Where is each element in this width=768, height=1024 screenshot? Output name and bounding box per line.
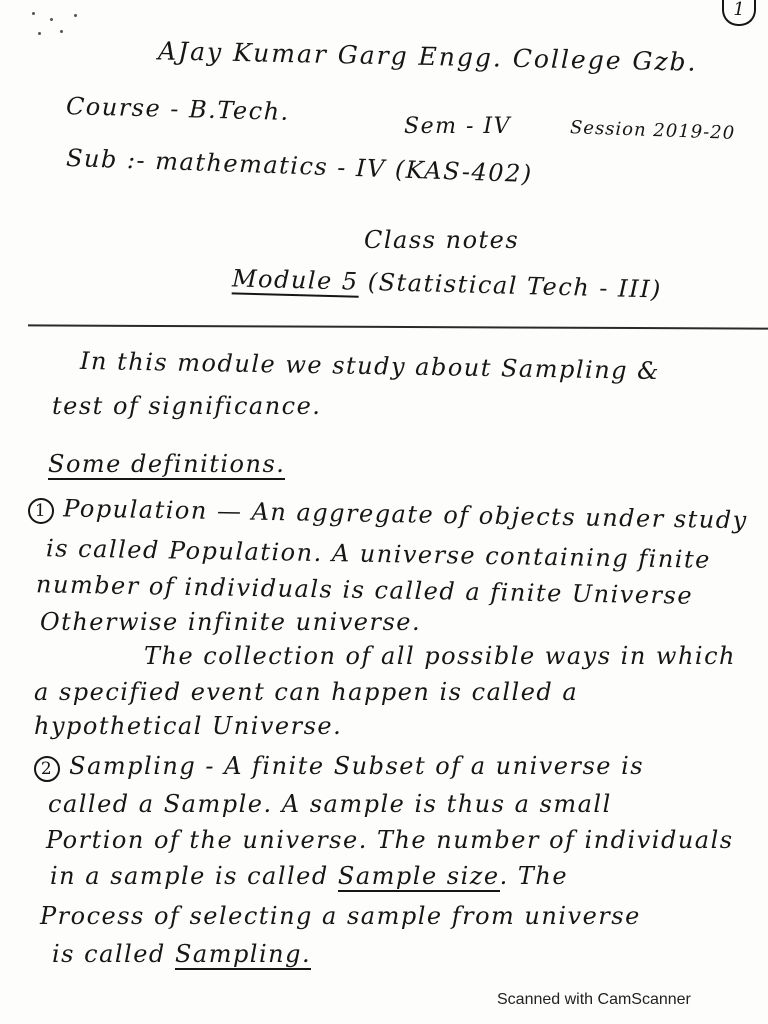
subject-label: Sub :- mathematics - IV (KAS-402) [65, 143, 534, 189]
population-line-5: The collection of all possible ways in which [144, 642, 736, 670]
module-label: Module 5 [231, 264, 360, 296]
sampling-line-3: Portion of the universe. The number of individuals [46, 826, 734, 854]
population-line-4: Otherwise infinite universe. [40, 608, 422, 636]
sampling-line-6: is called Sampling. [52, 940, 312, 968]
sampling-term-underlined: Sampling. [174, 940, 312, 968]
sampling-line-4: in a sample is called Sample size. The [50, 862, 569, 890]
module-description: (Statistical Tech - III) [367, 267, 663, 304]
definition-number-1: 1 [28, 498, 54, 524]
sampling-line-2: called a Sample. A sample is thus a small [48, 790, 612, 818]
module-title [232, 264, 663, 303]
definitions-heading: Some definitions. [48, 450, 286, 478]
session-label: Session 2019-20 [569, 117, 736, 144]
population-line-1: 1 Population — An aggregate of objects under study [28, 494, 748, 537]
header-divider [28, 324, 768, 329]
population-term: Population [62, 494, 209, 525]
semester-label: Sem - IV [404, 114, 511, 139]
scanner-watermark: Scanned with CamScanner [497, 991, 691, 1008]
scan-specks [30, 8, 90, 38]
college-name: AJay Kumar Garg Engg. College Gzb. [157, 36, 698, 77]
sample-size-term: Sample size [337, 862, 500, 890]
class-notes-title: Class notes [364, 226, 520, 254]
sampling-line-5: Process of selecting a sample from universe [40, 902, 641, 930]
sampling-line-1: 2 Sampling - A finite Subset of a universe is [34, 752, 644, 782]
sampling-term: Sampling [69, 752, 197, 780]
population-line-6: a specified event can happen is called a [34, 678, 579, 706]
population-line-7: hypothetical Universe. [34, 712, 343, 740]
intro-line-2: test of significance. [52, 392, 322, 420]
population-line-2: is called Population. A universe containing finite [45, 534, 712, 574]
intro-line-1: In this module we study about Sampling & [79, 346, 661, 386]
population-line-3: number of individuals is called a finite Universe [35, 570, 694, 610]
definition-number-2: 2 [34, 756, 60, 782]
course-label: Course - B.Tech. [65, 92, 291, 126]
page-number: 1 [722, 0, 756, 26]
